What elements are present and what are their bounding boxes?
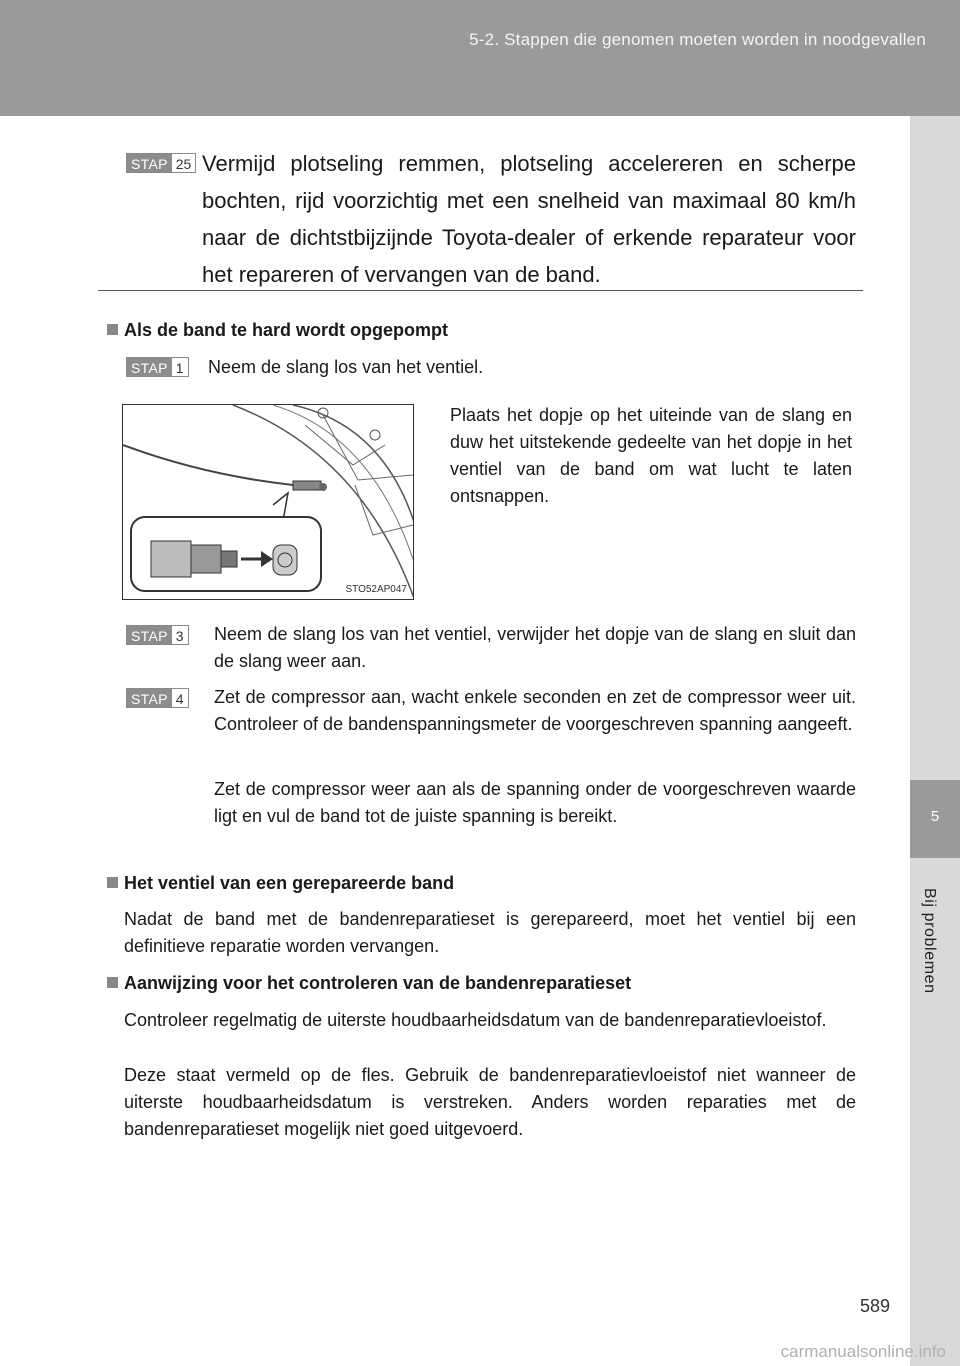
valve-illustration (122, 404, 414, 600)
section-heading-overinflated (107, 320, 448, 341)
heading-square-icon (107, 977, 118, 988)
check-text-2: Deze staat vermeld op de fles. Gebruik de bandenreparatievloeistof niet wanneer de uiterste houdbaarheidsdatum is verstreken. Anders worden reparaties met de bandenreparatieset mogelijk niet goed uitgevoerd. (124, 1065, 856, 1139)
section-heading-valve (107, 873, 454, 894)
heading-square-icon (107, 877, 118, 888)
step-2-text: Plaats het dopje op het uiteinde van de slang en duw het uitstekende gedeelte van het dopje in het ventiel van de band om wat lucht te laten ontsnappen. (450, 405, 852, 506)
heading-text: Het ventiel van een gerepareerde band (124, 873, 455, 893)
side-tab-label: Bij problemen (921, 888, 938, 994)
step-3-text: Neem de slang los van het ventiel, verwijder het dopje van de slang en sluit dan de slang weer aan. (214, 624, 856, 671)
heading-text: Als de band te hard wordt opgepompt (124, 320, 448, 340)
side-tab-number: 5 (930, 808, 940, 825)
step-4-extra-text: Zet de compressor weer aan als de spanning onder de voorgeschreven waarde ligt en vul de band tot de juiste spanning is bereikt. (214, 779, 856, 826)
step-1-text: Neem de slang los van het ventiel. (208, 357, 484, 377)
step-badge-25 (126, 153, 196, 173)
step-badge-number: 3 (171, 626, 188, 644)
heading-text: Aanwijzing voor het controleren van de bandenreparatieset (124, 973, 632, 993)
heading-square-icon (107, 324, 118, 335)
step-badge-prefix: STAP (127, 358, 171, 376)
side-tab (910, 116, 960, 1366)
step-badge-number: 4 (171, 689, 188, 707)
step-25-text: Vermijd plotseling remmen, plotseling accelereren en scherpe bochten, rijd voorzichtig met een snelheid van maximaal 80 km/h naar de dichtstbijzijnde Toyota-dealer of erkende reparateur voor het repareren of vervangen van de band. (202, 151, 856, 287)
step-badge-number: 25 (171, 154, 196, 172)
step-4-text: Zet de compressor aan, wacht enkele seconden en zet de compressor weer uit. Controleer of de bandenspanningsmeter de voorgeschreven spanning aangeeft. (214, 687, 856, 734)
step-badge-4 (126, 688, 189, 708)
check-text-1: Controleer regelmatig de uiterste houdbaarheidsdatum van de bandenreparatievloeistof. (124, 1010, 827, 1030)
step-badge-number: 1 (171, 358, 188, 376)
section-heading-check (107, 973, 631, 994)
page-header (0, 0, 960, 116)
tire-valve-drawing (123, 405, 414, 600)
figure-code: STO52AP047 (345, 584, 407, 595)
watermark: carmanualsonline.info (780, 1342, 946, 1361)
step-badge-prefix: STAP (127, 689, 171, 707)
page-number: 589 (859, 1296, 890, 1316)
step-badge-1 (126, 357, 189, 377)
valve-text: Nadat de band met de bandenreparatieset is gerepareerd, moet het ventiel bij een definitieve reparatie worden vervangen. (124, 909, 856, 956)
step-badge-prefix: STAP (127, 626, 171, 644)
section-title: 5-2. Stappen die genomen moeten worden in noodgevallen (469, 30, 926, 49)
step-badge-prefix: STAP (127, 154, 171, 172)
step-badge-3 (126, 625, 189, 645)
divider (98, 290, 863, 291)
